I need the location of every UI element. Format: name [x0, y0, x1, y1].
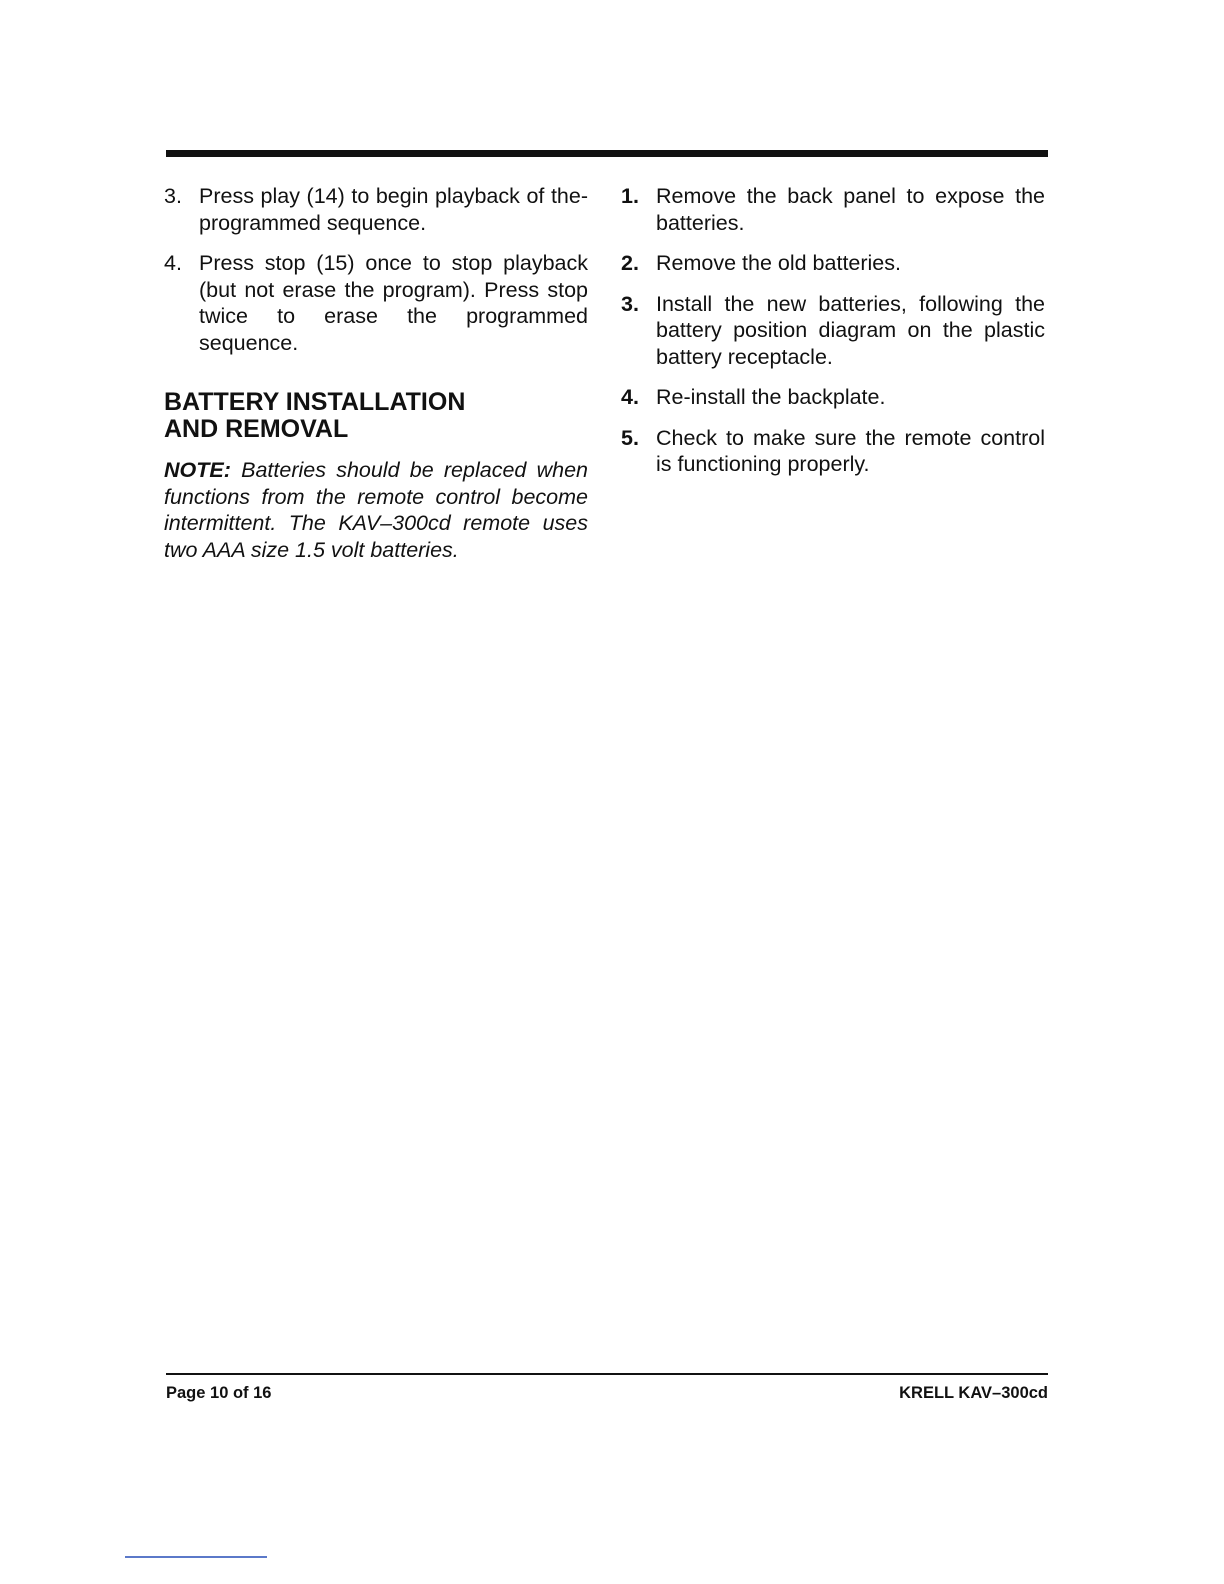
step-number: 4.	[164, 251, 182, 275]
list-item	[621, 183, 1045, 236]
step-number: 3.	[164, 184, 182, 208]
product-name: KRELL KAV–300cd	[899, 1384, 1048, 1402]
note-text: Batteries should be replaced when functions from the remote control become intermittent. The KAV–300cd remote uses two AAA size 1.5 volt batteries.	[164, 458, 588, 562]
step-number: 3.	[621, 291, 639, 316]
list-item	[621, 425, 1045, 478]
step-text: Remove the old batteries.	[656, 251, 901, 275]
left-column	[164, 183, 588, 563]
battery-note	[164, 457, 588, 563]
scan-mark	[125, 1556, 267, 1558]
step-text: Press play (14) to begin playback of the- programmed sequence.	[199, 184, 588, 235]
list-item	[164, 250, 588, 356]
note-label: NOTE:	[164, 458, 231, 482]
right-steps-list	[621, 183, 1045, 478]
section-heading	[164, 389, 588, 443]
header-rule	[166, 150, 1048, 157]
list-item	[621, 250, 1045, 277]
step-text: Re-install the backplate.	[656, 385, 886, 409]
step-number: 1.	[621, 184, 639, 208]
list-item	[621, 384, 1045, 411]
left-steps-list	[164, 183, 588, 356]
page-number: Page 10 of 16	[166, 1384, 272, 1402]
list-item	[164, 183, 588, 236]
step-number: 4.	[621, 385, 639, 409]
step-text: Check to make sure the remote control is functioning properly.	[656, 425, 1045, 476]
right-column	[621, 183, 1045, 492]
step-text: Install the new batteries, following the battery position diagram on the plastic battery receptacle.	[656, 291, 1045, 369]
step-text: Press stop (15) once to stop playback (but not erase the program). Press stop twice to erase the programmed sequence.	[199, 251, 588, 355]
step-number: 5.	[621, 425, 639, 450]
section-heading-line2: AND REMOVAL	[164, 415, 349, 443]
step-text: Remove the back panel to expose the batteries.	[656, 184, 1045, 235]
footer-rule	[166, 1373, 1048, 1375]
list-item	[621, 291, 1045, 371]
step-number: 2.	[621, 251, 639, 275]
section-heading-line1: BATTERY INSTALLATION	[164, 388, 466, 416]
